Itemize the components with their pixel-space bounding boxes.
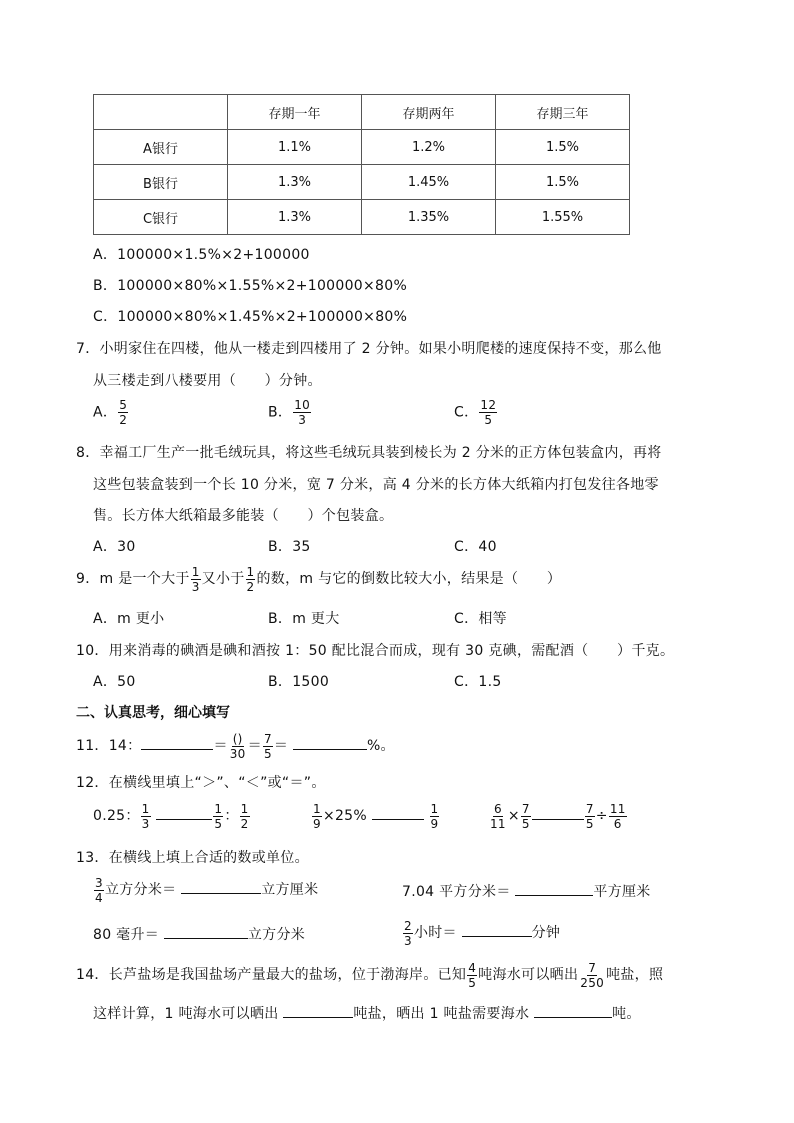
answer-blank[interactable] — [181, 879, 261, 894]
denominator: 3 — [191, 579, 200, 594]
denominator: 250 — [580, 975, 605, 990]
q13-title: 13．在横线上填上合适的数或单位。 — [76, 850, 309, 866]
expr-text: 0.25： — [93, 808, 140, 824]
numerator: 6 — [493, 801, 502, 816]
denominator: 11 — [490, 816, 506, 831]
q9-option-a: A．m 更小 — [93, 611, 165, 627]
q6-option-b: B．100000×80%×1.55%×2+100000×80% — [93, 278, 408, 294]
answer-blank[interactable] — [141, 735, 213, 750]
q10-option-a: A．50 — [93, 674, 136, 690]
q6-option-c: C．100000×80%×1.45%×2+100000×80% — [93, 309, 408, 325]
table-cell: C银行 — [94, 200, 228, 235]
option-label: B． — [268, 404, 293, 421]
table-header-cell: 存期两年 — [362, 95, 496, 130]
q13-item-c — [93, 924, 305, 944]
denominator: 5 — [585, 816, 594, 831]
numerator: 1 — [313, 801, 321, 816]
denominator: 3 — [404, 933, 412, 948]
q13-item-a — [93, 875, 318, 905]
numerator: 2 — [404, 918, 412, 933]
table-cell: 1.3% — [228, 165, 362, 200]
option-label: A． — [93, 404, 118, 421]
expr-text: ÷ — [595, 808, 608, 824]
expr-text: × — [507, 808, 520, 824]
expr-text: ： — [224, 808, 239, 824]
q12-expr-2 — [311, 801, 440, 831]
q7-option-a — [93, 398, 129, 427]
q11-text: 11．14： — [76, 738, 142, 754]
numerator: 12 — [480, 398, 497, 412]
answer-blank[interactable] — [515, 881, 593, 896]
numerator: 1 — [191, 564, 200, 579]
denominator: 9 — [430, 816, 439, 831]
q8-stem-line3: 售。长方体大纸箱最多能装（ ）个包装盒。 — [93, 508, 394, 524]
table-cell: 1.5% — [496, 165, 630, 200]
q10-stem: 10．用来消毒的碘酒是碘和酒按 1：50 配比混合而成，现有 30 克碘，需配酒（ ）千克。 — [76, 643, 675, 659]
numerator: 7 — [521, 801, 530, 816]
denominator: 6 — [613, 816, 622, 831]
denominator: 3 — [141, 816, 150, 831]
q9-option-b: B．m 更大 — [268, 611, 340, 627]
q9-text: 又小于 — [201, 571, 245, 587]
fraction — [213, 802, 223, 831]
table-header-cell: 存期一年 — [228, 95, 362, 130]
fraction — [479, 398, 497, 427]
q8-option-a: A．30 — [93, 539, 136, 555]
denominator: 30 — [229, 746, 246, 761]
table-row — [94, 165, 630, 200]
q14-text: 吨。 — [612, 1006, 641, 1022]
fraction — [118, 398, 128, 427]
unit-text: 平方厘米 — [593, 884, 651, 900]
unit-text: 小时＝ — [413, 925, 457, 941]
table-header-row — [94, 95, 630, 130]
percent-sign: %。 — [366, 738, 395, 754]
answer-blank[interactable] — [283, 1003, 353, 1018]
denominator: 2 — [119, 413, 128, 427]
numerator: 10 — [294, 398, 311, 412]
answer-blank[interactable] — [534, 1003, 612, 1018]
fraction — [229, 732, 247, 761]
fraction — [94, 876, 104, 905]
table-cell: 1.35% — [362, 200, 496, 235]
numerator: 3 — [95, 875, 103, 890]
fraction — [246, 565, 256, 594]
unit-text: 立方厘米 — [261, 882, 319, 898]
numerator: () — [232, 731, 243, 746]
q9-stem — [76, 564, 561, 594]
equals-sign: ＝ — [273, 738, 289, 754]
table-row — [94, 130, 630, 165]
answer-blank[interactable] — [156, 805, 212, 820]
fraction — [263, 732, 273, 761]
fraction — [312, 802, 322, 831]
denominator: 4 — [95, 890, 103, 905]
q8-stem-line1: 8．幸福工厂生产一批毛绒玩具，将这些毛绒玩具装到棱长为 2 分米的正方体包装盒内，再将 — [76, 445, 662, 461]
table-header-cell — [94, 95, 228, 130]
answer-blank[interactable] — [372, 805, 424, 820]
fraction — [585, 802, 595, 831]
table-cell: 1.55% — [496, 200, 630, 235]
unit-text: 立方分米＝ — [104, 882, 177, 898]
unit-text: 80 毫升＝ — [93, 927, 160, 943]
table-cell: B银行 — [94, 165, 228, 200]
numerator: 11 — [609, 801, 626, 816]
fraction — [579, 961, 605, 990]
q9-text: 9．m 是一个大于 — [76, 571, 190, 587]
numerator: 7 — [588, 960, 597, 975]
q11-stem — [76, 731, 395, 761]
table-header-cell: 存期三年 — [496, 95, 630, 130]
q14-text: 吨海水可以晒出 — [478, 967, 579, 983]
table-cell: 1.3% — [228, 200, 362, 235]
fraction — [489, 802, 507, 831]
q7-stem-line1: 7．小明家住在四楼，他从一楼走到四楼用了 2 分钟。如果小明爬楼的速度保持不变，那么他 — [76, 341, 662, 357]
q9-option-c: C．相等 — [454, 611, 507, 627]
answer-blank[interactable] — [164, 924, 248, 939]
denominator: 5 — [484, 413, 493, 427]
table-cell: 1.45% — [362, 165, 496, 200]
q14-text: 14．长芦盐场是我国盐场产量最大的盐场，位于渤海岸。已知 — [76, 967, 467, 983]
fraction — [293, 398, 311, 427]
q14-text: 吨盐，照 — [606, 967, 664, 983]
answer-blank[interactable] — [462, 922, 532, 937]
denominator: 2 — [246, 579, 255, 594]
numerator: 1 — [141, 801, 150, 816]
unit-text: 分钟 — [531, 925, 561, 941]
q8-option-c: C．40 — [454, 539, 497, 555]
denominator: 5 — [214, 816, 223, 831]
q14-stem-line1 — [76, 960, 663, 990]
table-cell: 1.2% — [362, 130, 496, 165]
equals-sign: ＝ — [247, 738, 262, 754]
fraction — [141, 802, 151, 831]
q13-item-d — [402, 918, 560, 948]
table-cell: A银行 — [94, 130, 228, 165]
q14-text: 这样计算，1 吨海水可以晒出 — [93, 1006, 279, 1022]
q12-expr-1 — [93, 801, 251, 831]
expr-text: ×25% — [322, 808, 367, 824]
q10-option-c: C．1.5 — [454, 674, 502, 690]
q14-text: 吨盐，晒出 1 吨盐需要海水 — [353, 1006, 530, 1022]
numerator: 4 — [468, 960, 477, 975]
fraction — [191, 565, 201, 594]
fraction — [521, 802, 531, 831]
q9-text: 的数，m 与它的倒数比较大小，结果是（ ） — [256, 571, 562, 587]
denominator: 9 — [313, 816, 321, 831]
denominator: 5 — [468, 975, 477, 990]
numerator: 7 — [585, 801, 594, 816]
fraction — [609, 802, 627, 831]
q12-title: 12．在横线里填上“＞”、“＜”或“＝”。 — [76, 775, 326, 791]
answer-blank[interactable] — [293, 735, 367, 750]
table-cell: 1.1% — [228, 130, 362, 165]
numerator: 1 — [430, 801, 439, 816]
q14-stem-line2 — [93, 1003, 641, 1023]
q13-item-b — [402, 881, 651, 901]
unit-text: 7.04 平方分米＝ — [402, 884, 511, 900]
fraction — [467, 961, 477, 990]
denominator: 2 — [240, 816, 249, 831]
unit-text: 立方分米 — [247, 927, 306, 943]
answer-blank[interactable] — [532, 805, 584, 820]
numerator: 5 — [119, 398, 128, 412]
q8-stem-line2: 这些包装盒装到一个长 10 分米，宽 7 分米，高 4 分米的长方体大纸箱内打包发往各地零 — [93, 477, 659, 493]
table-row — [94, 200, 630, 235]
q7-option-c — [454, 398, 498, 427]
q12-expr-3 — [488, 801, 628, 831]
q7-stem-line2: 从三楼走到八楼要用（ ）分钟。 — [93, 373, 322, 389]
q10-option-b: B．1500 — [268, 674, 330, 690]
q6-option-a: A．100000×1.5%×2+100000 — [93, 247, 310, 263]
bank-rate-table — [93, 94, 630, 235]
table-cell: 1.5% — [496, 130, 630, 165]
denominator: 5 — [521, 816, 530, 831]
q7-option-b — [268, 398, 312, 427]
denominator: 3 — [298, 413, 307, 427]
numerator: 1 — [246, 564, 255, 579]
numerator: 7 — [263, 731, 272, 746]
fraction — [240, 802, 250, 831]
option-label: C． — [454, 404, 479, 421]
equals-sign: ＝ — [213, 738, 228, 754]
q8-option-b: B．35 — [268, 539, 311, 555]
fraction — [403, 919, 413, 948]
numerator: 1 — [214, 801, 223, 816]
section-heading: 二、认真思考，细心填写 — [76, 705, 230, 721]
fraction — [430, 802, 440, 831]
numerator: 1 — [240, 801, 249, 816]
denominator: 5 — [263, 746, 272, 761]
